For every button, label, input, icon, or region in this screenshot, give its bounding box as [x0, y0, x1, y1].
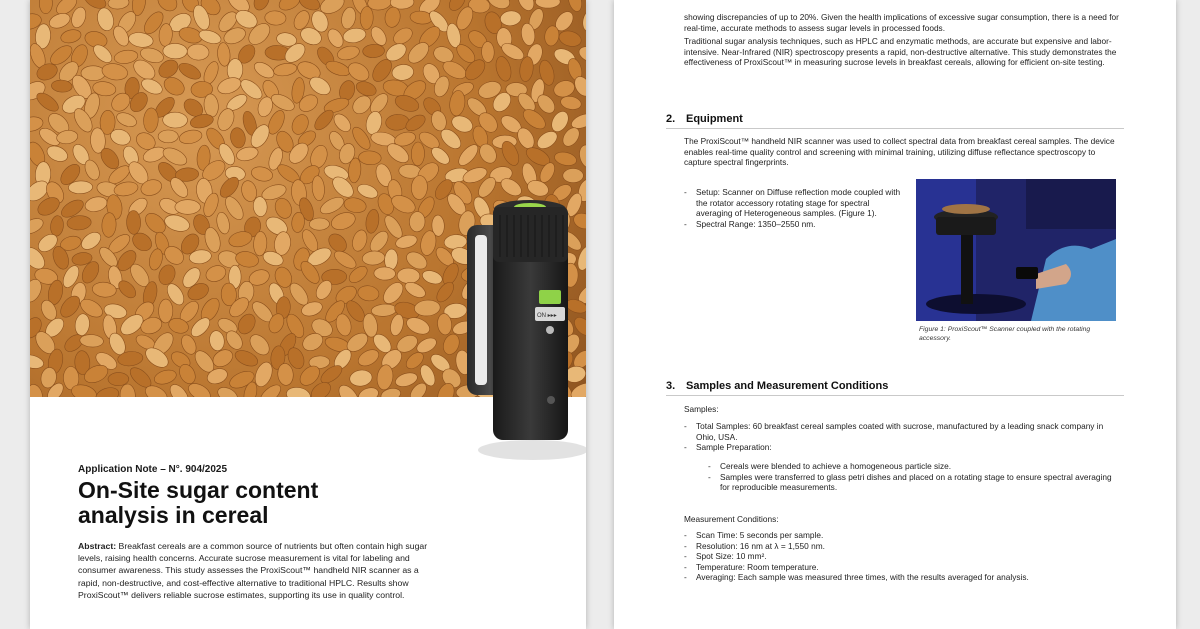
conditions-label: Measurement Conditions:: [684, 514, 779, 524]
wheat-grain: [581, 9, 586, 33]
wheat-grain: [264, 10, 286, 26]
wheat-grain: [329, 209, 358, 232]
wheat-grain: [120, 384, 136, 397]
equipment-list: [684, 187, 904, 229]
wheat-grain: [332, 248, 359, 272]
intro-paragraph-2: Traditional sugar analysis techniques, such as HPLC and enzymatic methods, are accurate but expensive and labor-intensive. Near-Infrared (NIR) spectroscopy presents a rapid, non-destructive alternative. This study demonstrates the effectiveness of ProxiScout™ in measuring sucrose levels in breakfast cereals, allowing for efficient on-site testing.: [684, 36, 1117, 68]
device-screen-text: ON ▸▸▸: [537, 313, 557, 319]
section-3-number: 3.: [666, 380, 676, 392]
wheat-grain: [108, 372, 129, 385]
wheat-grain: [252, 59, 277, 81]
wheat-grain: [481, 41, 494, 62]
content-page: [614, 0, 1176, 629]
section-2-divider: [666, 128, 1124, 129]
wheat-grain: [126, 210, 140, 234]
samples-list: [684, 421, 1104, 453]
wheat-grain: [47, 11, 72, 31]
section-3-title: Samples and Measurement Conditions: [686, 380, 889, 392]
section-3-divider: [666, 395, 1124, 396]
wheat-grain: [187, 43, 210, 60]
wheat-grain: [59, 28, 82, 45]
list-item: - Resolution: 16 nm at λ = 1,550 nm.: [684, 541, 1114, 552]
wheat-grain: [500, 10, 522, 27]
wheat-grain: [163, 43, 188, 59]
wheat-grain: [176, 60, 203, 82]
wheat-grain: [421, 268, 444, 286]
wheat-grain: [39, 0, 52, 14]
wheat-grain: [101, 62, 129, 82]
wheat-grain: [391, 63, 414, 81]
wheat-grain: [391, 25, 416, 48]
list-item: - Total Samples: 60 breakfast cereal samples coated with sucrose, manufactured by a leading snack company in Ohio, USA.: [684, 421, 1104, 442]
list-item: - Spot Size: 10 mm².: [684, 551, 1114, 562]
wheat-grain: [273, 62, 298, 78]
title-line-2: analysis in cereal: [78, 502, 269, 528]
abstract-label: Abstract:: [78, 541, 117, 551]
figure-1-caption: Figure 1: ProxiScout™ Scanner coupled with the rotating accessory.: [919, 326, 1091, 342]
wheat-grain: [74, 313, 91, 337]
abstract-text: Breakfast cereals are a common source of nutrients but often contain high sugar levels, raising health concerns. Accurate sucrose measurement is vital for labeling and consumer awareness. This study assesses the ProxiScout™ handheld NIR scanner as a rapid, non-destructive, and cost-effective alternative to traditional HPLC. Results show ProxiScout™ delivers reliable sucrose estimates, supporting its use in quality control.: [78, 541, 428, 600]
wheat-grain: [51, 79, 73, 92]
title-line-1: On-Site sugar content: [78, 477, 319, 503]
wheat-grain: [311, 175, 325, 201]
wheat-grain: [163, 112, 188, 128]
wheat-grain: [84, 195, 109, 214]
wheat-grain: [340, 6, 358, 30]
wheat-grain: [553, 150, 578, 168]
section-2-heading: [666, 113, 743, 125]
wheat-grain: [30, 215, 46, 236]
wheat-grain: [197, 28, 222, 46]
wheat-grain: [535, 0, 560, 8]
cover-page: [30, 0, 586, 629]
wheat-grain: [158, 130, 178, 143]
wheat-grain: [30, 353, 45, 371]
wheat-grain: [153, 368, 178, 387]
wheat-grain: [95, 6, 116, 32]
wheat-grain: [357, 284, 380, 302]
sample-preparation-list: [708, 461, 1118, 493]
wheat-grain: [350, 228, 369, 253]
wheat-grain: [411, 175, 428, 200]
wheat-grain: [397, 268, 420, 284]
wheat-grain: [362, 250, 386, 266]
application-note-number: Application Note – N°. 904/2025: [78, 464, 228, 475]
wheat-grain: [383, 6, 401, 29]
wheat-grain: [493, 55, 513, 83]
wheat-grain: [208, 330, 225, 352]
wheat-grain: [175, 200, 201, 215]
wheat-grain: [143, 108, 159, 133]
figure-1-image: [916, 179, 1116, 321]
wheat-grain: [94, 385, 121, 397]
list-item: - Temperature: Room temperature.: [684, 562, 1114, 573]
proxiscout-device-image: [455, 195, 586, 465]
intro-paragraph-1: showing discrepancies of up to 20%. Given the health implications of excessive sugar consumption, there is a need for real-time, accurate methods to assess sugar levels in processed foods.: [684, 12, 1119, 33]
wheat-grain: [30, 383, 44, 397]
section-2-title: Equipment: [686, 113, 743, 125]
list-item: - Averaging: Each sample was measured three times, with the results averaged for analysis.: [684, 572, 1114, 583]
equipment-paragraph: The ProxiScout™ handheld NIR scanner was used to collect spectral data from breakfast cereal samples. The device enables real-time quality control and screening with minimal training, utilizing diffuse reflectance spectroscopy to capture spectral fingerprints.: [684, 136, 1115, 168]
abstract: [78, 540, 438, 601]
wheat-grain: [67, 215, 92, 231]
list-item: - Sample Preparation:: [684, 442, 1104, 453]
wheat-grain: [79, 334, 103, 348]
wheat-grain: [409, 211, 426, 232]
list-item: - Spectral Range: 1350–2550 nm.: [684, 219, 904, 230]
list-item: - Cereals were blended to achieve a homogeneous particle size.: [708, 461, 1118, 472]
document-title: [78, 478, 498, 528]
scanner-with-rotator-photo: [916, 179, 1116, 321]
wheat-grain: [309, 218, 329, 231]
wheat-grain: [349, 369, 373, 388]
wheat-grain: [178, 128, 203, 145]
wheat-grain: [215, 211, 232, 235]
wheat-grain: [276, 0, 303, 14]
wheat-grain: [566, 0, 584, 13]
wheat-grain: [158, 299, 173, 323]
samples-label: Samples:: [684, 404, 719, 414]
wheat-grain: [411, 142, 425, 166]
wheat-grain: [50, 215, 65, 237]
wheat-grain: [342, 27, 367, 45]
wheat-grain: [163, 212, 192, 234]
wheat-grain: [357, 385, 381, 397]
wheat-grain: [414, 299, 441, 317]
wheat-grain: [354, 79, 378, 99]
wheat-grain: [45, 143, 70, 165]
wheat-grain: [343, 196, 368, 215]
wheat-grain: [325, 26, 346, 50]
list-item: - Scan Time: 5 seconds per sample.: [684, 530, 1114, 541]
wheat-grain: [552, 78, 577, 99]
wheat-grain: [563, 169, 584, 183]
wheat-grain: [403, 112, 428, 134]
wheat-grain: [108, 0, 130, 10]
wheat-grain: [101, 212, 116, 237]
wheat-grain: [362, 44, 384, 58]
wheat-grain: [364, 208, 380, 234]
wheat-grain: [285, 385, 312, 397]
section-3-heading: [666, 380, 888, 392]
wheat-grain: [158, 23, 173, 47]
wheat-grain: [115, 110, 139, 129]
conditions-list: [684, 530, 1114, 583]
wheat-grain: [557, 29, 583, 49]
wheat-grain: [371, 303, 397, 317]
wheat-grain: [355, 182, 379, 201]
wheat-grain: [229, 126, 247, 149]
wheat-grain: [358, 150, 381, 165]
wheat-grain: [251, 0, 272, 13]
section-2-number: 2.: [666, 113, 676, 125]
list-item: - Setup: Scanner on Diffuse reflection mode coupled with the rotator accessory rotating stage for spectral averaging of Heterogeneous samples. (Figure 1).: [684, 187, 904, 219]
wheat-grain: [577, 143, 586, 170]
list-item: - Samples were transferred to glass petri dishes and placed on a rotating stage to ensure spectral averaging for reproducible measurements.: [708, 472, 1118, 493]
